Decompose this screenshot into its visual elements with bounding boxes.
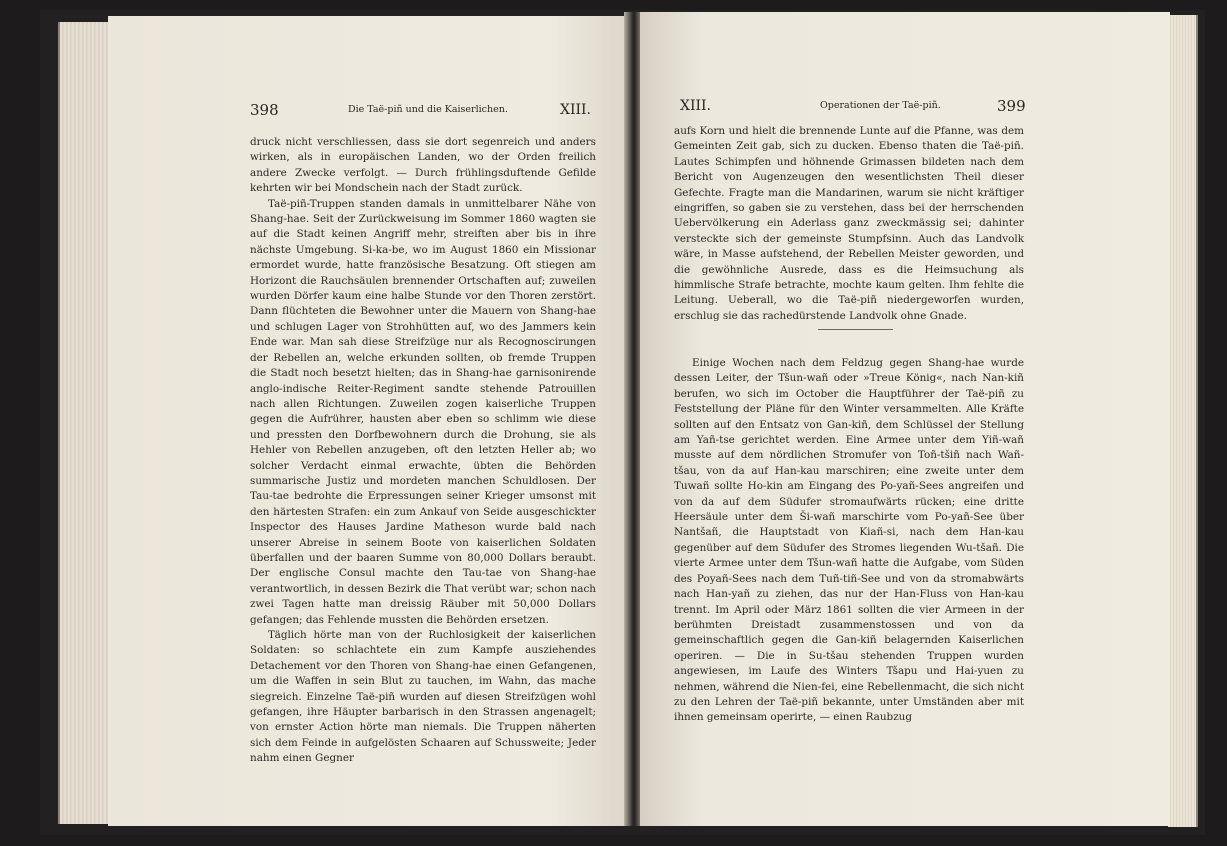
left-page-number: 398: [250, 101, 279, 119]
left-chapter-number: XIII.: [560, 102, 592, 118]
paragraph: Täglich hörte man von der Ruchlosigkeit der kaiserlichen Soldaten: so schlachtete ein zum Kampfe ausziehendes Detachement vor den Thoren von Shang-hae einen Gefangenen, um die Waffen in sein Blut zu tauchen, im Wahn, das mache siegreich. Einzelne Taë-piñ wurden auf diesen Streifzügen wohl gefangen, ihre Häupter barbarisch in den Strassen angenagelt; von ernster Action hörte man niemals. Die Truppen näherten sich dem Feinde in aufgelösten Schaaren auf Schussweite; Jeder nahm einen Gegner: [250, 629, 596, 765]
section-divider: [818, 329, 893, 330]
right-chapter-number: XIII.: [680, 98, 712, 114]
right-page: [640, 12, 1170, 826]
left-page: [108, 16, 628, 826]
right-body-text-top: [674, 124, 1024, 324]
paragraph: druck nicht verschliessen, dass sie dort segenreich und anders wirken, als in europäischen Landen, wo der Orden freilich andere Zwecke verfolgt. — Durch frühlingsduftende Gefilde kehrten wir bei Mondschein nach der Stadt zurück.: [250, 136, 596, 195]
right-running-head: Operationen der Taë-piñ.: [820, 100, 941, 111]
left-body-text: [250, 135, 596, 767]
left-running-head: Die Taë-piñ und die Kaiserlichen.: [348, 104, 508, 115]
right-page-number: 399: [997, 97, 1026, 115]
paragraph: aufs Korn und hielt die brennende Lunte auf die Pfanne, was dem Gemeinten Zeit gab, sich zu ducken. Ebenso thaten die Taë-piñ. Lautes Schimpfen und höhnende Grimassen bildeten nach dem Bericht von Augenzeugen den wesentlichsten Theil dieser Gefechte. Fragte man die Mandarinen, warum sie nicht kräftiger eingriffen, so gaben sie zu verstehen, dass bei der herrschenden Uebervölkerung ein Aderlass ganz zweckmässig sei; dahinter versteckte sich der gemeinste Stumpfsinn. Auch das Landvolk wäre, in Masse aufstehend, der Rebellen Meister geworden, und die gewöhnliche Ausrede, dass es die Heimsuchung als himmlische Strafe betrachte, mochte kaum gelten. Ihm fehlte die Leitung. Ueberall, wo die Taë-piñ niedergeworfen wurden, erschlug sie das rachedürstende Landvolk ohne Gnade.: [674, 125, 1024, 322]
paragraph: Einige Wochen nach dem Feldzug gegen Shang-hae wurde dessen Leiter, der Tšun-wañ oder »Treue König«, nach Nan-kiñ berufen, wo sich im October die Hauptführer der Taë-piñ zu Feststellung der Pläne für den Winter versammelten. Alle Kräfte sollten auf den Entsatz von Gan-kiñ, dem Schlüssel der Stellung am Yañ-tse gerichtet werden. Eine Armee unter dem Yiñ-wañ musste auf dem nördlichen Stromufer von Toñ-tšiñ nach Wañ-tšau, von da auf Han-kau marschiren; eine zweite unter dem Tuwañ sollte Ho-kin am Eingang des Po-yañ-Sees angreifen und von da auf dem Südufer stromaufwärts rücken; eine dritte Heersäule unter dem Ši-wañ marschirte vom Po-yañ-See über Nantšañ, die Hauptstadt von Kiañ-si, nach dem Han-kau gegenüber auf dem Südufer des Stromes liegenden Wu-tšañ. Die vierte Armee unter dem Tšun-wañ hatte die Aufgabe, vom Süden des Poyañ-Sees nach dem Tuñ-tiñ-See und von da stromabwärts nach Han-yañ zu ziehen, das nur der Han-Fluss von Han-kau trennt. Im April oder März 1861 sollten die vier Armeen in der berühmten Dreistadt zusammenstossen und von da gemeinschaftlich gegen die Gan-kiñ belagernden Kaiserlichen operiren. — Die in Su-tšau stehenden Truppen wurden angewiesen, im Laufe des Winters Tšapu und Hai-yuen zu nehmen, während die Nien-fei, eine Rebellenmacht, die sich nicht zu den Lehren der Taë-piñ bekannte, unter Umständen aber mit ihnen gemeinsam operirte, — einen Raubzug: [674, 357, 1024, 724]
page-edges-right: [1168, 15, 1198, 827]
right-body-text-bottom: [674, 356, 1024, 726]
paragraph: Taë-piñ-Truppen standen damals in unmittelbarer Nähe von Shang-hae. Seit der Zurückweisung im Sommer 1860 wagten sie auf die Stadt keinen Angriff mehr, streiften aber bis in ihre nächste Umgebung. Si-ka-be, wo im August 1860 ein Missionar ermordet wurde, hatte französische Besatzung. Oft stiegen am Horizont die Rauchsäulen brennender Ortschaften auf; zuweilen wurden Dörfer kaum eine halbe Stunde vor den Thoren zerstört. Dann flüchteten die Bewohner unter die Mauern von Shang-hae und schlugen Lager von Strohhütten auf, wo des Jammers kein Ende war. Man sah diese Streifzüge nur als Recognoscirungen der Rebellen an, welche erkunden sollten, ob fremde Truppen die Stadt noch besetzt hielten; das in Shang-hae garnisonirende anglo-indische Reiter-Regiment sandte stehende Patrouillen nach allen Richtungen. Zuweilen zogen kaiserliche Truppen gegen die Aufrührer, hausten aber eben so schlimm wie diese und pressten den Dorfbewohnern durch die Drohung, sie als Hehler von Rebellen anzugeben, oft den letzten Heller ab; wo solcher Verdacht einmal erwachte, übten die Behörden summarische Justiz und mordeten manchen Schuldlosen. Der Tau-tae bedrohte die Erpressungen seiner Krieger umsonst mit den härtesten Strafen: ein zum Ankauf von Seide ausgeschickter Inspector des Hauses Jardine Matheson wurde bald nach unserer Abreise in seinem Boote von kaiserlichen Soldaten überfallen und der baaren Summe von 80,000 Dollars beraubt. Der englische Consul machte den Tau-tae von Shang-hae verantwortlich, in dessen Bezirk die That verübt war; schon nach zwei Tagen hatte man dreissig Räuber mit 50,000 Dollars gefangen; das Fehlende mussten die Behörden ersetzen.: [250, 197, 596, 626]
